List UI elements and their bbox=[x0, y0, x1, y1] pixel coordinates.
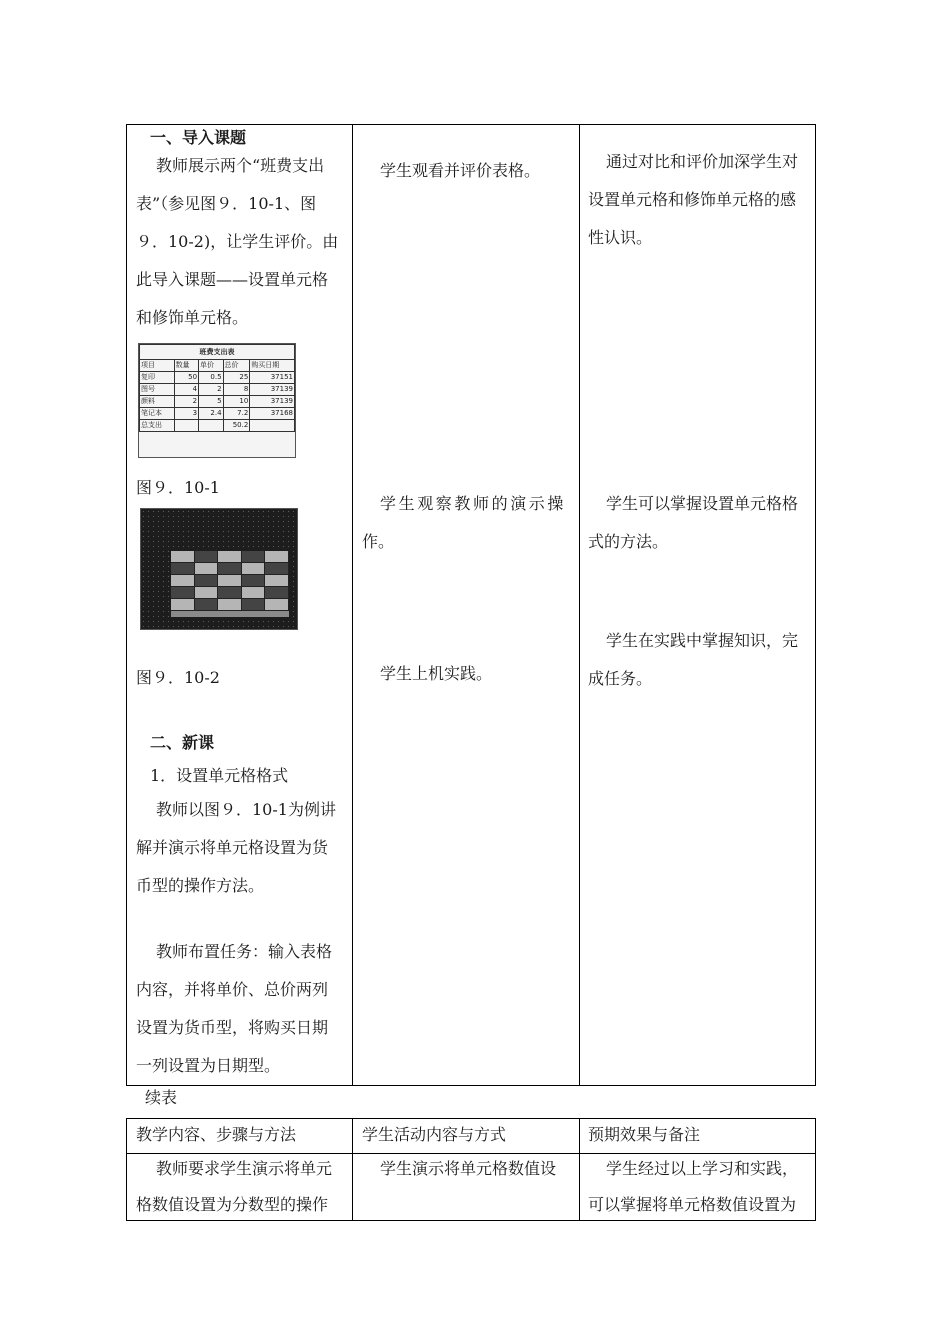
lower-line: 可以掌握将单元格数值设置为 bbox=[588, 1195, 797, 1214]
demo-paragraph bbox=[136, 791, 350, 905]
lower-line: 学生经过以上学习和实践， bbox=[606, 1159, 799, 1178]
demo-line: 教师以图９．10-1为例讲 bbox=[156, 800, 336, 819]
demo-line: 币型的操作方法。 bbox=[136, 876, 265, 895]
student-activity-1: 学生观看并评价表格。 bbox=[380, 161, 541, 180]
heading-import-topic: 一、导入课题 bbox=[150, 128, 247, 147]
activity-line: 学生观察教师的演示操 bbox=[380, 494, 567, 513]
expense-header: 项目 bbox=[140, 360, 175, 372]
cell: 总支出 bbox=[140, 420, 175, 432]
effect-line: 学生可以掌握设置单元格格 bbox=[606, 494, 799, 513]
upper-table-divider-1 bbox=[352, 124, 353, 1086]
cell: 10 bbox=[223, 396, 250, 408]
lower-table-divider-2 bbox=[579, 1118, 580, 1221]
heading-new-lesson: 二、新课 bbox=[150, 733, 215, 752]
cell: 50 bbox=[174, 372, 198, 384]
cell: 复印 bbox=[140, 372, 175, 384]
demo-line: 解并演示将单元格设置为货 bbox=[136, 838, 329, 857]
lower-row-teaching bbox=[136, 1151, 350, 1223]
upper-table-right-border bbox=[815, 124, 816, 1086]
continued-table-label: 续表 bbox=[145, 1088, 178, 1107]
lower-row-effect bbox=[588, 1151, 813, 1223]
upper-table-left-border bbox=[126, 124, 127, 1086]
cell: 5 bbox=[199, 396, 223, 408]
cell bbox=[199, 420, 223, 432]
lower-line: 格数值设置为分数型的操作 bbox=[136, 1195, 329, 1214]
cell bbox=[174, 420, 198, 432]
table-row bbox=[140, 396, 295, 408]
cell: 2 bbox=[174, 396, 198, 408]
cell bbox=[250, 420, 295, 432]
figure-2-caption: 图９．10-2 bbox=[136, 668, 220, 687]
student-activity-2 bbox=[362, 485, 576, 561]
expected-effect-2 bbox=[588, 485, 813, 561]
cell: 颜料 bbox=[140, 396, 175, 408]
table-row bbox=[140, 420, 295, 432]
task-line: 设置为货币型，将购买日期 bbox=[136, 1018, 329, 1037]
subheading-cell-format: 1．设置单元格格式 bbox=[150, 766, 289, 785]
lower-line: 教师要求学生演示将单元 bbox=[156, 1159, 333, 1178]
effect-line: 式的方法。 bbox=[588, 532, 669, 551]
expense-header: 购买日期 bbox=[250, 360, 295, 372]
effect-line: 性认识。 bbox=[588, 228, 653, 247]
cell: 2.4 bbox=[199, 408, 223, 420]
lower-table-right-border bbox=[815, 1118, 816, 1221]
cell: 37139 bbox=[250, 396, 295, 408]
header-expected-effect: 预期效果与备注 bbox=[588, 1125, 701, 1144]
upper-table-bottom-border bbox=[126, 1085, 816, 1086]
table-row bbox=[140, 408, 295, 420]
lower-table-divider-1 bbox=[352, 1118, 353, 1221]
expense-header: 数量 bbox=[174, 360, 198, 372]
effect-line: 设置单元格和修饰单元格的感 bbox=[588, 190, 797, 209]
task-line: 内容，并将单价、总价两列 bbox=[136, 980, 329, 999]
table-row bbox=[140, 384, 295, 396]
intro-line: 此导入课题——设置单元格 bbox=[136, 270, 329, 289]
expense-table-title: 班费支出表 bbox=[140, 345, 295, 360]
effect-line: 成任务。 bbox=[588, 669, 653, 688]
figure-9-10-1-spreadsheet bbox=[138, 343, 296, 458]
cell: 7.2 bbox=[223, 408, 250, 420]
expected-effect-3 bbox=[588, 622, 813, 698]
cell: 2 bbox=[199, 384, 223, 396]
figure-2-grid bbox=[171, 551, 289, 617]
task-line: 教师布置任务：输入表格 bbox=[156, 942, 333, 961]
lower-table-left-border bbox=[126, 1118, 127, 1221]
intro-line: 和修饰单元格。 bbox=[136, 308, 249, 327]
effect-line: 学生在实践中掌握知识，完 bbox=[606, 631, 799, 650]
cell: 37168 bbox=[250, 408, 295, 420]
student-activity-3: 学生上机实践。 bbox=[380, 664, 493, 683]
task-paragraph bbox=[136, 933, 350, 1085]
expected-effect-1 bbox=[588, 143, 813, 257]
header-student-activity: 学生活动内容与方式 bbox=[362, 1125, 507, 1144]
cell: 4 bbox=[174, 384, 198, 396]
cell: 25 bbox=[223, 372, 250, 384]
header-teaching-content: 教学内容、步骤与方法 bbox=[136, 1125, 297, 1144]
lower-row-activity: 学生演示将单元格数值设 bbox=[380, 1159, 557, 1178]
intro-line: 表”（参见图９．10-1、图 bbox=[136, 194, 317, 213]
expense-header: 单价 bbox=[199, 360, 223, 372]
cell: 笔记本 bbox=[140, 408, 175, 420]
activity-line: 作。 bbox=[362, 532, 395, 551]
intro-line: ９．10-2)，让学生评价。由 bbox=[136, 232, 339, 251]
table-row bbox=[140, 372, 295, 384]
cell: 50.2 bbox=[223, 420, 250, 432]
cell: 3 bbox=[174, 408, 198, 420]
expense-header: 总价 bbox=[223, 360, 250, 372]
expense-table bbox=[139, 344, 295, 432]
figure-1-caption: 图９．10-1 bbox=[136, 478, 220, 497]
cell: 图号 bbox=[140, 384, 175, 396]
effect-line: 通过对比和评价加深学生对 bbox=[606, 152, 799, 171]
upper-table-divider-2 bbox=[579, 124, 580, 1086]
cell: 37139 bbox=[250, 384, 295, 396]
cell: 0.5 bbox=[199, 372, 223, 384]
cell: 37151 bbox=[250, 372, 295, 384]
intro-line: 教师展示两个“班费支出 bbox=[156, 156, 325, 175]
figure-9-10-2-spreadsheet bbox=[140, 508, 298, 630]
intro-paragraph bbox=[136, 147, 350, 337]
task-line: 一列设置为日期型。 bbox=[136, 1056, 281, 1075]
cell: 8 bbox=[223, 384, 250, 396]
